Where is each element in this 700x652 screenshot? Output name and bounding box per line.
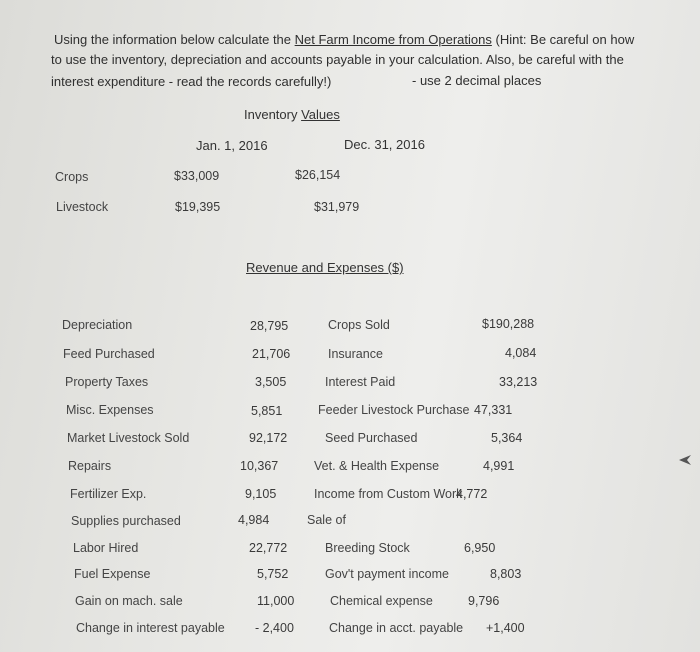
left-item-label: Fertilizer Exp. [70, 487, 147, 501]
right-item-label: Gov't payment income [325, 567, 449, 581]
right-item-value: 33,213 [499, 375, 538, 389]
left-item-label: Misc. Expenses [66, 403, 154, 417]
left-item-value: - 2,400 [255, 621, 294, 635]
right-item-label: Crops Sold [328, 318, 390, 332]
inventory-title [244, 107, 340, 122]
inventory-row-dec: $31,979 [314, 200, 360, 214]
left-item-value: 10,367 [240, 459, 279, 473]
left-item-label: Gain on mach. sale [75, 594, 183, 608]
question-line-2: to use the inventory, depreciation and accounts payable in your calculation. Also, be careful with the [51, 52, 624, 67]
left-item-label: Feed Purchased [63, 347, 155, 361]
left-item-label: Depreciation [62, 318, 133, 332]
col-dec-header: Dec. 31, 2016 [344, 137, 425, 152]
inventory-row-jan: $33,009 [174, 169, 220, 183]
inventory-row-dec: $26,154 [295, 168, 341, 182]
right-item-label: Change in acct. payable [329, 621, 464, 635]
right-item-label: Vet. & Health Expense [314, 459, 440, 473]
right-item-label: Sale of [307, 513, 346, 527]
right-item-value: 4,772 [456, 487, 488, 501]
left-item-value: 5,752 [257, 567, 289, 581]
decimal-note: - use 2 decimal places [412, 73, 542, 88]
inventory-title-b: Values [301, 107, 340, 122]
left-item-value: 9,105 [245, 487, 277, 501]
cursor-arrow-icon [678, 454, 692, 466]
left-item-label: Fuel Expense [74, 567, 151, 581]
right-item-label: Interest Paid [325, 375, 396, 389]
question-line-1 [54, 32, 634, 47]
right-item-value: 8,803 [490, 567, 522, 581]
question-line-3: interest expenditure - read the records carefully!) [51, 74, 332, 89]
right-item-label: Breeding Stock [325, 541, 410, 555]
right-item-value: 4,991 [483, 459, 515, 473]
left-item-value: 5,851 [251, 404, 283, 418]
right-item-value: 6,950 [464, 541, 496, 555]
inventory-title-a: Inventory [244, 107, 302, 122]
right-item-value: 5,364 [491, 431, 523, 445]
right-item-value: +1,400 [486, 621, 525, 635]
right-item-label: Seed Purchased [325, 431, 418, 445]
inventory-row-label: Livestock [56, 200, 109, 214]
inventory-row-label: Crops [55, 170, 89, 184]
left-item-label: Labor Hired [73, 541, 139, 555]
left-item-label: Change in interest payable [76, 621, 225, 635]
right-item-label: Feeder Livestock Purchase [318, 403, 470, 417]
left-item-value: 3,505 [255, 375, 287, 389]
right-item-value: 4,084 [505, 346, 537, 360]
left-item-value: 28,795 [250, 319, 289, 333]
right-item-label: Income from Custom Work [314, 487, 463, 501]
left-item-value: 22,772 [249, 541, 288, 555]
inventory-row-jan: $19,395 [175, 200, 221, 214]
left-item-label: Repairs [68, 459, 112, 473]
left-item-value: 21,706 [252, 347, 291, 361]
left-item-label: Market Livestock Sold [67, 431, 190, 445]
left-item-label: Property Taxes [65, 375, 149, 389]
right-item-label: Chemical expense [330, 594, 433, 608]
right-item-value: 9,796 [468, 594, 500, 608]
left-item-value: 11,000 [257, 594, 295, 608]
net-farm-income-link: Net Farm Income from Operations [294, 32, 492, 47]
right-item-value: $190,288 [482, 317, 535, 331]
right-item-value: 47,331 [474, 403, 513, 417]
right-item-label: Insurance [328, 347, 383, 361]
left-item-label: Supplies purchased [71, 514, 181, 528]
rev-exp-title: Revenue and Expenses ($) [246, 260, 404, 275]
left-item-value: 4,984 [238, 513, 270, 527]
question-line-1-end: (Hint: Be careful on how [491, 32, 635, 47]
left-item-value: 92,172 [249, 431, 288, 445]
col-jan-header: Jan. 1, 2016 [196, 138, 268, 153]
question-line-1-start: Using the information below calculate the [54, 32, 295, 47]
